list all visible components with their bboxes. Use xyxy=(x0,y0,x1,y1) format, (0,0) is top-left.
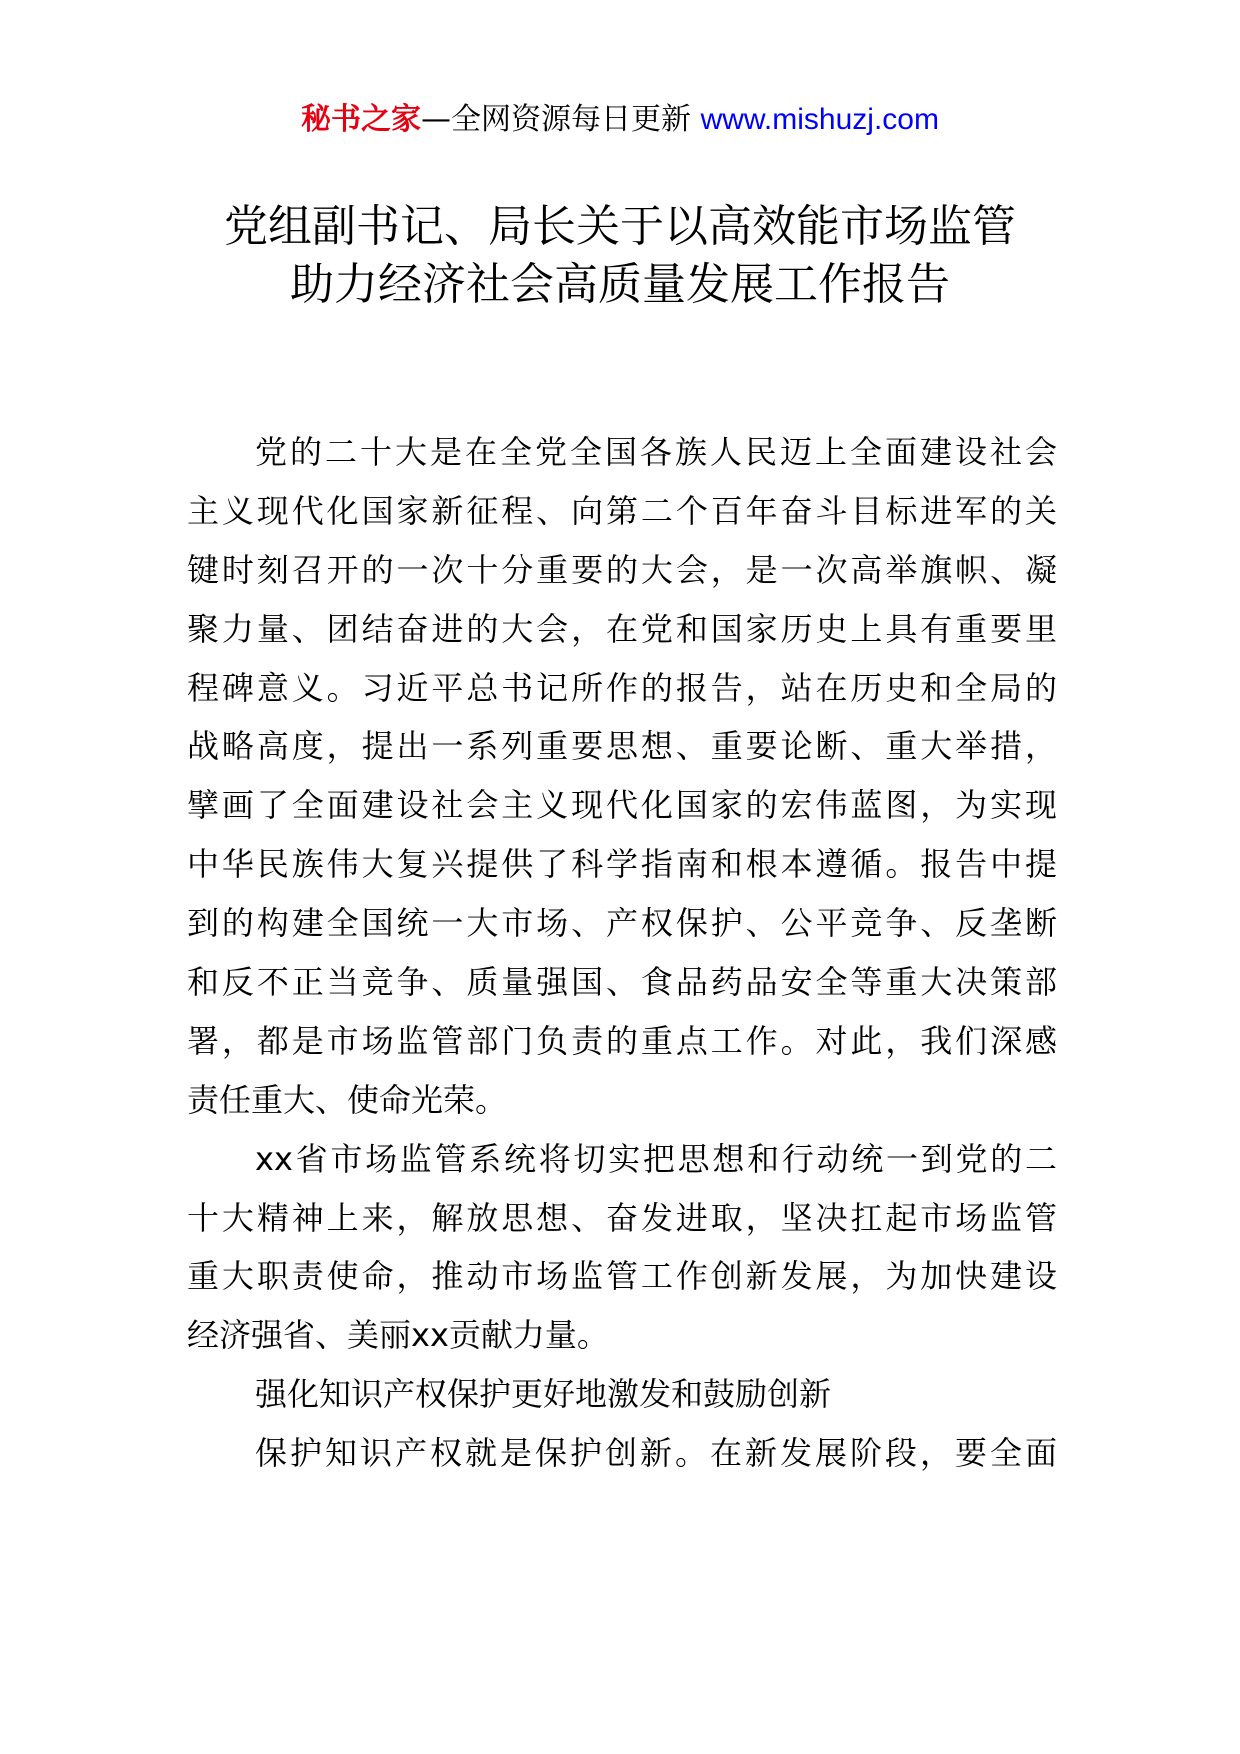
body-line: 中华民族伟大复兴提供了科学指南和根本遵循。报告中提 xyxy=(187,845,1057,884)
body-line: 和反不正当竞争、质量强国、食品药品安全等重大决策部 xyxy=(187,963,1057,1002)
body-line: 战略高度，提出一系列重要思想、重要论断、重大举措， xyxy=(187,727,1057,766)
section-heading: 强化知识产权保护更好地激发和鼓励创新 xyxy=(255,1375,832,1414)
body-line: 主义现代化国家新征程、向第二个百年奋斗目标进军的关 xyxy=(187,491,1057,530)
body-line: 键时刻召开的一次十分重要的大会，是一次高举旗帜、凝 xyxy=(187,550,1057,589)
document-title xyxy=(160,198,1080,314)
body-line: 十大精神上来，解放思想、奋发进取，坚决扛起市场监管 xyxy=(187,1198,1057,1237)
body-line: 重大职责使命，推动市场监管工作创新发展，为加快建设 xyxy=(187,1257,1057,1296)
body-line: 经济强省、美丽xx贡献力量。 xyxy=(187,1316,609,1355)
site-url-link[interactable]: www.mishuzj.com xyxy=(700,103,939,136)
brand-name: 秘书之家 xyxy=(301,102,422,137)
banner-tagline: —全网资源每日更新 xyxy=(421,102,692,137)
body-line: xx省市场监管系统将切实把思想和行动统一到党的二 xyxy=(255,1139,1057,1178)
body-line: 署，都是市场监管部门负责的重点工作。对此，我们深感 xyxy=(187,1021,1057,1060)
body-line: 保护知识产权就是保护创新。在新发展阶段，要全面 xyxy=(255,1434,1057,1473)
title-line-2: 助力经济社会高质量发展工作报告 xyxy=(290,259,950,310)
body-line: 程碑意义。习近平总书记所作的报告，站在历史和全局的 xyxy=(187,668,1057,707)
body-line: 党的二十大是在全党全国各族人民迈上全面建设社会 xyxy=(255,433,1057,471)
site-banner xyxy=(0,100,1240,140)
body-line: 责任重大、使命光荣。 xyxy=(187,1080,508,1119)
document-body xyxy=(187,423,1057,1483)
body-line: 聚力量、团结奋进的大会，在党和国家历史上具有重要里 xyxy=(187,609,1057,648)
body-line: 到的构建全国统一大市场、产权保护、公平竞争、反垄断 xyxy=(187,904,1057,943)
title-line-1: 党组副书记、局长关于以高效能市场监管 xyxy=(224,201,1016,252)
body-line: 擘画了全面建设社会主义现代化国家的宏伟蓝图，为实现 xyxy=(187,786,1057,825)
